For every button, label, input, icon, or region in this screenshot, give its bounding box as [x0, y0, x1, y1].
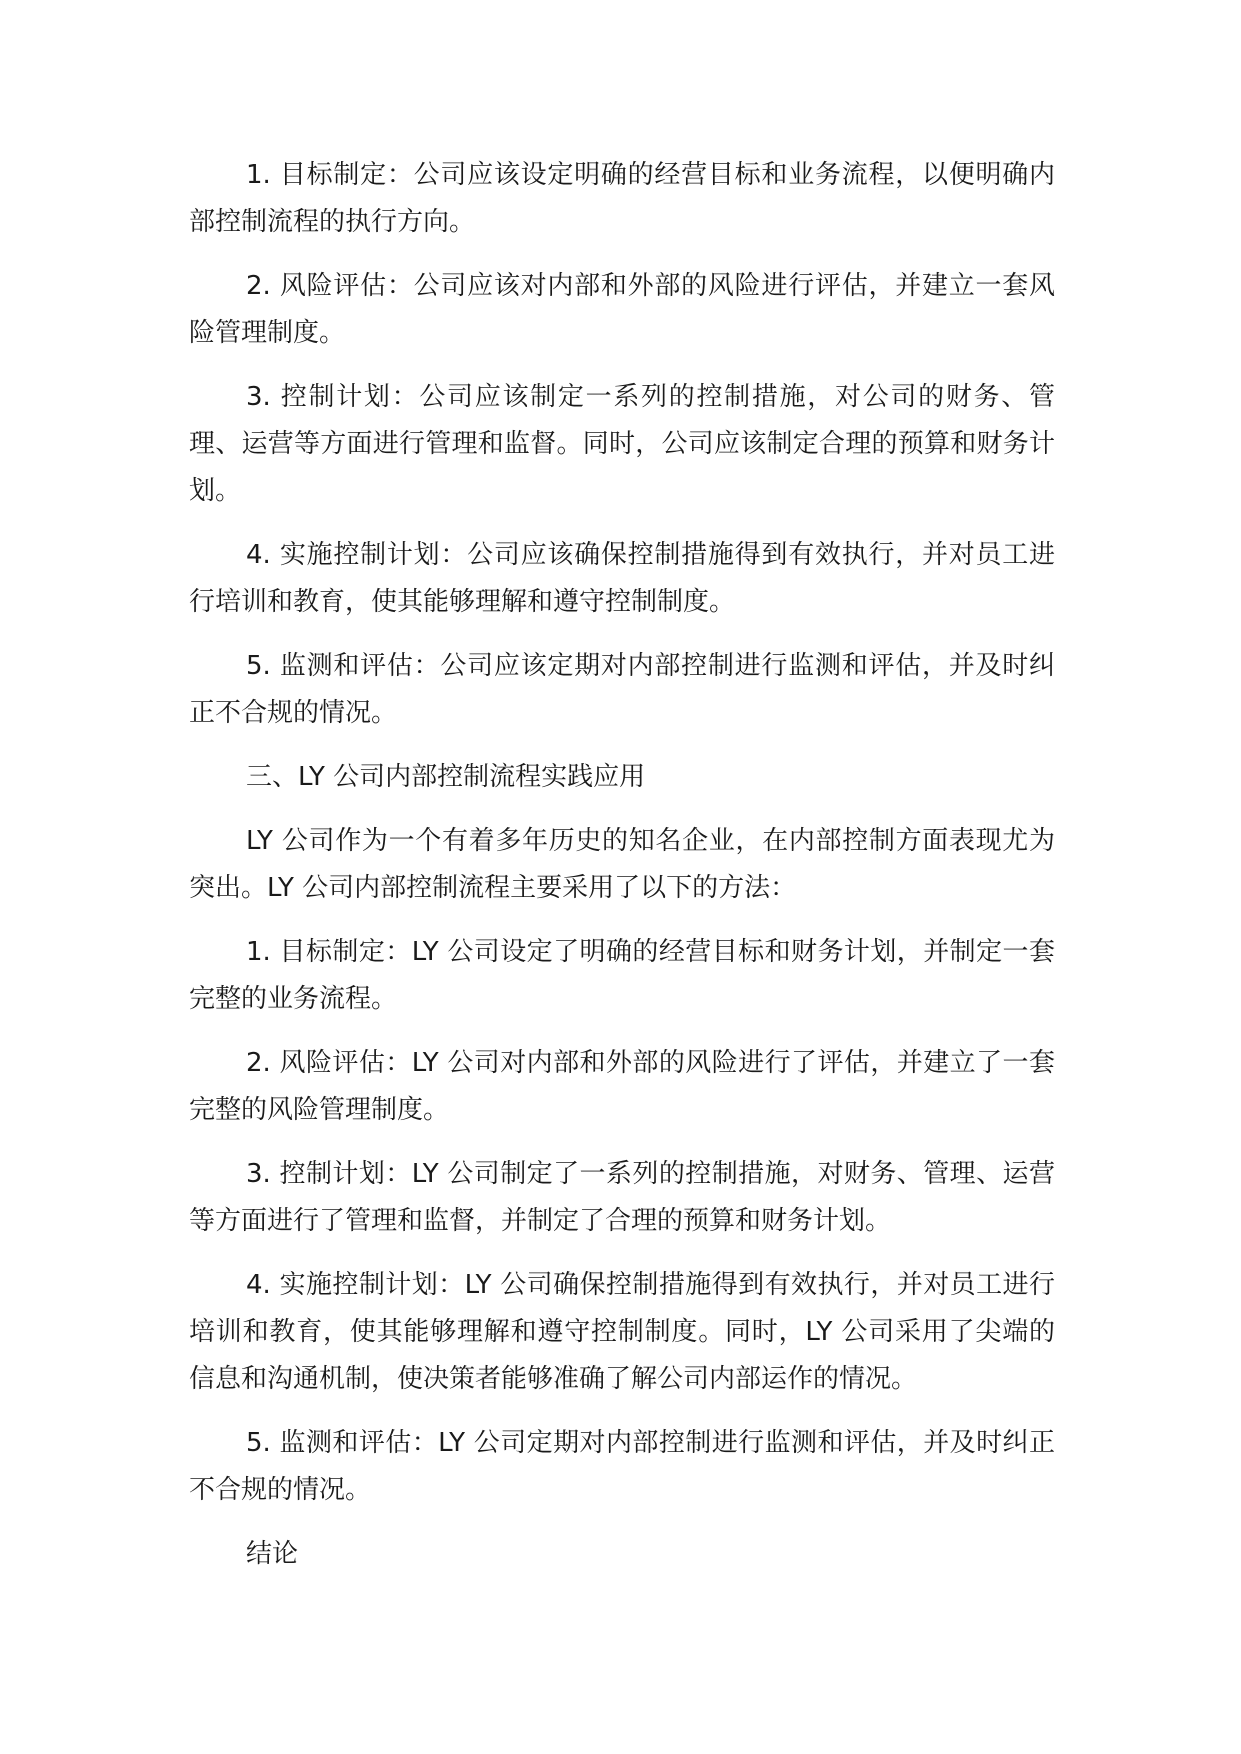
paragraph-ly-risk-assessment: 2. 风险评估：LY 公司对内部和外部的风险进行了评估，并建立了一套完整的风险管理制度。 — [189, 1048, 1055, 1125]
section-heading-conclusion: 结论 — [246, 1539, 299, 1569]
section-heading-ly-practice: 三、LY 公司内部控制流程实践应用 — [246, 762, 646, 792]
paragraph-implement-control-plan: 4. 实施控制计划：公司应该确保控制措施得到有效执行，并对员工进行培训和教育，使其能够理解和遵守控制制度。 — [189, 540, 1055, 617]
paragraph-control-plan: 3. 控制计划：公司应该制定一系列的控制措施，对公司的财务、管理、运营等方面进行管理和监督。同时，公司应该制定合理的预算和财务计划。 — [189, 382, 1055, 506]
paragraph-objective-setting: 1. 目标制定：公司应该设定明确的经营目标和业务流程，以便明确内部控制流程的执行方向。 — [189, 160, 1055, 237]
paragraph-ly-objective-setting: 1. 目标制定：LY 公司设定了明确的经营目标和财务计划，并制定一套完整的业务流程。 — [189, 937, 1055, 1014]
paragraph-ly-monitor-evaluate: 5. 监测和评估：LY 公司定期对内部控制进行监测和评估，并及时纠正不合规的情况。 — [189, 1428, 1055, 1505]
document-body — [189, 152, 1055, 1595]
paragraph-monitor-evaluate: 5. 监测和评估：公司应该定期对内部控制进行监测和评估，并及时纠正不合规的情况。 — [189, 651, 1055, 728]
paragraph-ly-implement-control-plan: 4. 实施控制计划：LY 公司确保控制措施得到有效执行，并对员工进行培训和教育，使其能够理解和遵守控制制度。同时，LY 公司采用了尖端的信息和沟通机制，使决策者能够准确了解公司内部运作的情况。 — [189, 1270, 1055, 1394]
paragraph-ly-control-plan: 3. 控制计划：LY 公司制定了一系列的控制措施，对财务、管理、运营等方面进行了管理和监督，并制定了合理的预算和财务计划。 — [189, 1159, 1055, 1236]
paragraph-ly-intro: LY 公司作为一个有着多年历史的知名企业，在内部控制方面表现尤为突出。LY 公司内部控制流程主要采用了以下的方法： — [189, 826, 1055, 903]
paragraph-risk-assessment: 2. 风险评估：公司应该对内部和外部的风险进行评估，并建立一套风险管理制度。 — [189, 271, 1055, 348]
